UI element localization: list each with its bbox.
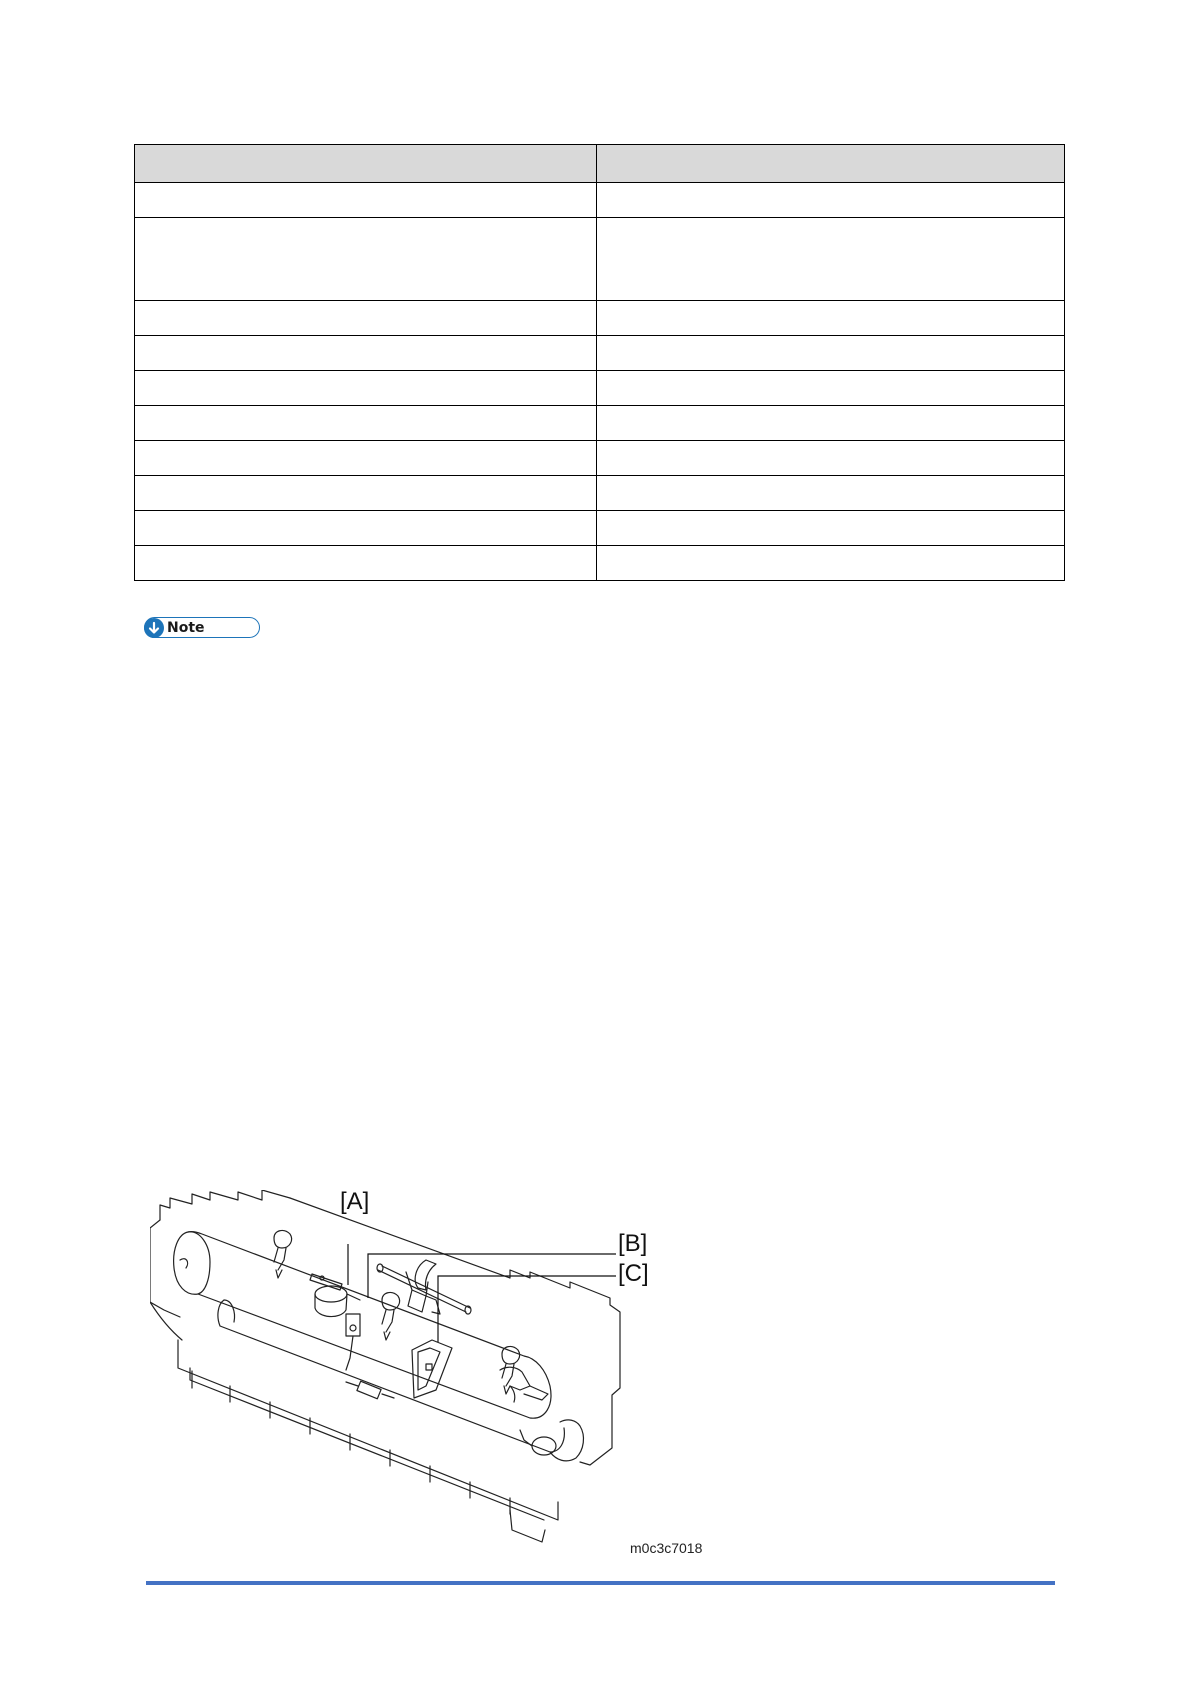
- table-header-cell: [597, 145, 1065, 183]
- note-label: Note: [167, 619, 205, 636]
- footer-rule: [146, 1581, 1055, 1585]
- table-cell: [135, 371, 597, 406]
- table-cell: [597, 218, 1065, 301]
- table-cell: [135, 406, 597, 441]
- table-row: [135, 218, 1065, 301]
- table-cell: [135, 183, 597, 218]
- table-cell: [135, 511, 597, 546]
- table-row: [135, 406, 1065, 441]
- table-cell: [135, 441, 597, 476]
- table-cell: [135, 476, 597, 511]
- note-badge: [144, 617, 260, 638]
- table-row: [135, 546, 1065, 581]
- table-row: [135, 476, 1065, 511]
- table-row: [135, 511, 1065, 546]
- down-arrow-icon: [144, 618, 164, 638]
- table-cell: [597, 336, 1065, 371]
- callout-c-label: [C]: [618, 1260, 649, 1287]
- table-cell: [135, 546, 597, 581]
- table-cell: [597, 441, 1065, 476]
- fusing-unit-illustration: [150, 1190, 720, 1570]
- table-row: [135, 301, 1065, 336]
- table-row: [135, 183, 1065, 218]
- table-cell: [135, 301, 597, 336]
- table-cell: [597, 406, 1065, 441]
- table-row: [135, 441, 1065, 476]
- table-header-row: [135, 145, 1065, 183]
- table-cell: [597, 511, 1065, 546]
- table-cell: [597, 476, 1065, 511]
- callout-b-label: [B]: [618, 1230, 648, 1257]
- table-cell: [135, 218, 597, 301]
- table-cell: [597, 371, 1065, 406]
- table-row: [135, 336, 1065, 371]
- table-cell: [597, 301, 1065, 336]
- table-cell: [135, 336, 597, 371]
- table-cell: [597, 546, 1065, 581]
- figure-code: m0c3c7018: [630, 1540, 703, 1556]
- table-row: [135, 371, 1065, 406]
- table-header-cell: [135, 145, 597, 183]
- table-cell: [597, 183, 1065, 218]
- spec-table: [134, 144, 1065, 581]
- callout-a-label: [A]: [340, 1188, 370, 1215]
